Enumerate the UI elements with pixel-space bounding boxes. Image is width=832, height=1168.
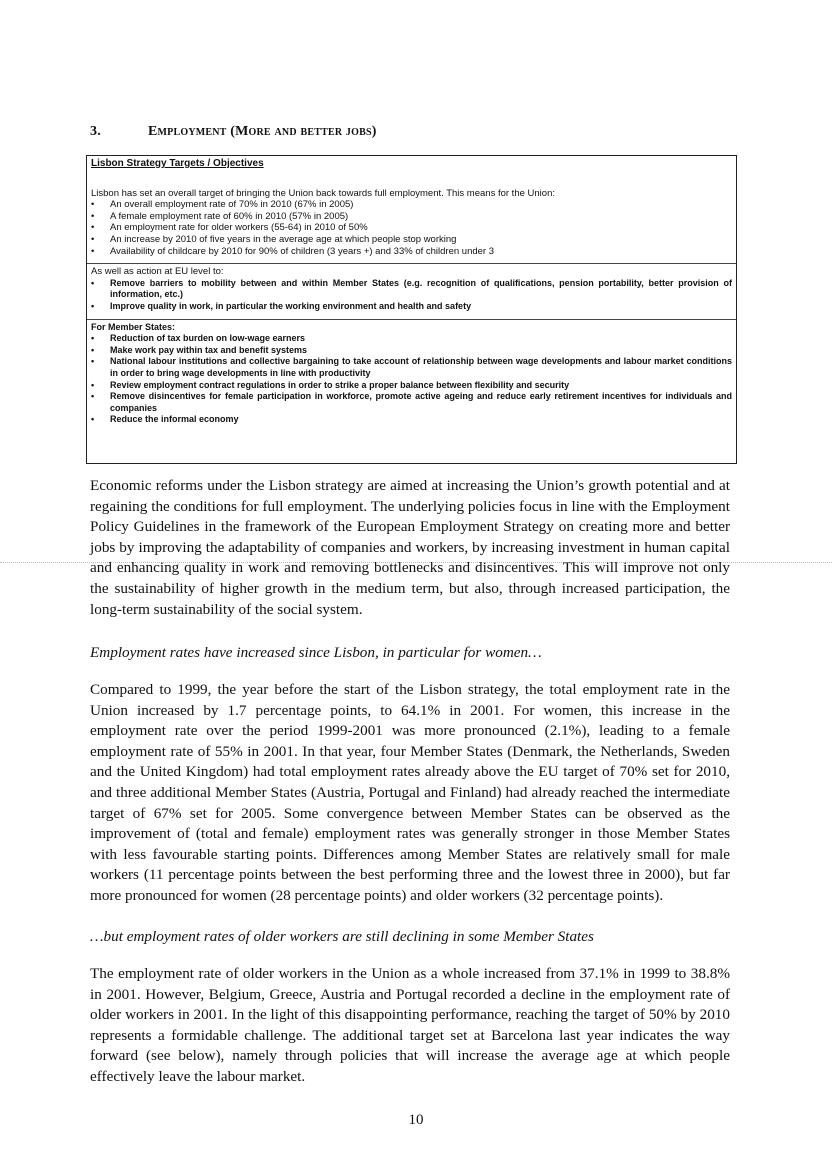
list-item: • Remove disincentives for female participation in workforce, promote active ageing and reduce early retirement incentives for individuals and companies: [91, 391, 732, 414]
lisbon-targets-box: [86, 155, 737, 464]
targets-list: [87, 199, 736, 257]
list-item: • An overall employment rate of 70% in 2010 (67% in 2005): [91, 199, 732, 211]
box-intro: Lisbon has set an overall target of bringing the Union back towards full employment. This means for the Union:: [91, 187, 555, 199]
list-item: • National labour institutions and collective bargaining to take account of relationship between wage developments and labour market conditions in order to bring wage developments in line with productivity: [91, 356, 732, 379]
section-heading: [90, 124, 377, 140]
section-number: 3.: [90, 124, 101, 139]
eu-actions-list: [87, 278, 736, 313]
list-item: • Reduce the informal economy: [91, 414, 732, 426]
member-state-actions-lead: For Member States:: [91, 321, 176, 332]
list-item: • Availability of childcare by 2010 for 90% of children (3 years +) and 33% of children under 3: [91, 246, 732, 258]
list-item: • Make work pay within tax and benefit systems: [91, 345, 732, 357]
box-title: Lisbon Strategy Targets / Objectives: [91, 158, 264, 169]
list-item: • An employment rate for older workers (55-64) in 2010 of 50%: [91, 222, 732, 234]
list-item: • Remove barriers to mobility between and within Member States (e.g. recognition of qualifications, pension portability, better provision of information, etc.): [91, 278, 732, 301]
list-item: • Review employment contract regulations in order to strike a proper balance between flexibility and security: [91, 380, 732, 392]
list-item: • Improve quality in work, in particular the working environment and health and safety: [91, 301, 732, 313]
list-item: • An increase by 2010 of five years in the average age at which people stop working: [91, 234, 732, 246]
list-item: • A female employment rate of 60% in 2010 (57% in 2005): [91, 211, 732, 223]
list-item: • Reduction of tax burden on low-wage earners: [91, 333, 732, 345]
eu-actions-lead: As well as action at EU level to:: [91, 266, 224, 278]
section-title: Employment (More and better jobs): [148, 124, 377, 139]
page-number: 10: [408, 1112, 424, 1128]
subheading-older-workers: …but employment rates of older workers are still declining in some Member States: [90, 928, 594, 945]
member-state-actions-list: [87, 333, 736, 426]
member-state-actions-section: [87, 319, 736, 426]
eu-actions-section: [87, 263, 736, 312]
paragraph-older-workers: The employment rate of older workers in the Union as a whole increased from 37.1% in 1999 to 38.8% in 2001. However, Belgium, Greece, Austria and Portugal recorded a decline in the employment rate of older workers in 2001. In the light of this disappointing performance, reaching the target of 50% by 2010 represents a formidable challenge. The additional target set at Barcelona last year indicates the way forward (see below), namely through policies that will increase the average age at which people effectively leave the labour market.: [90, 965, 730, 1085]
paragraph-employment-rates: Compared to 1999, the year before the start of the Lisbon strategy, the total employment rate in the Union increased by 1.7 percentage points, to 64.1% in 2001. For women, this increase in the employment rate over the period 1999-2001 was more pronounced (2.1%), leading to a female employment rate of 55% in 2001. In that year, four Member States (Denmark, the Netherlands, Sweden and the United Kingdom) had total employment rates already above the EU target of 70% set for 2010, and three additional Member States (Austria, Portugal and Finland) had already reached the intermediate target of 67% set for 2005. Some convergence between Member States can be observed as the improvement of (total and female) employment rates was generally stronger in those Member States with less favourable starting points. Differences among Member States are relatively small for male workers (11 percentage points between the best performing three and the lowest three in 2000), but far more pronounced for women (28 percentage points) and older workers (32 percentage points).: [90, 681, 730, 904]
paragraph-economic-reforms: Economic reforms under the Lisbon strategy are aimed at increasing the Union’s growth potential and at regaining the conditions for full employment. The underlying policies focus in line with the Employment Policy Guidelines in the framework of the European Employment Strategy on creating more and better jobs by improving the adaptability of companies and workers, by increasing investment in human capital and enhancing quality in work and removing bottlenecks and disincentives. This will improve not only the sustainability of higher growth in the medium term, but also, through increased participation, the long-term sustainability of the social system.: [90, 477, 730, 618]
subheading-employment-rates: Employment rates have increased since Lisbon, in particular for women…: [90, 644, 542, 661]
